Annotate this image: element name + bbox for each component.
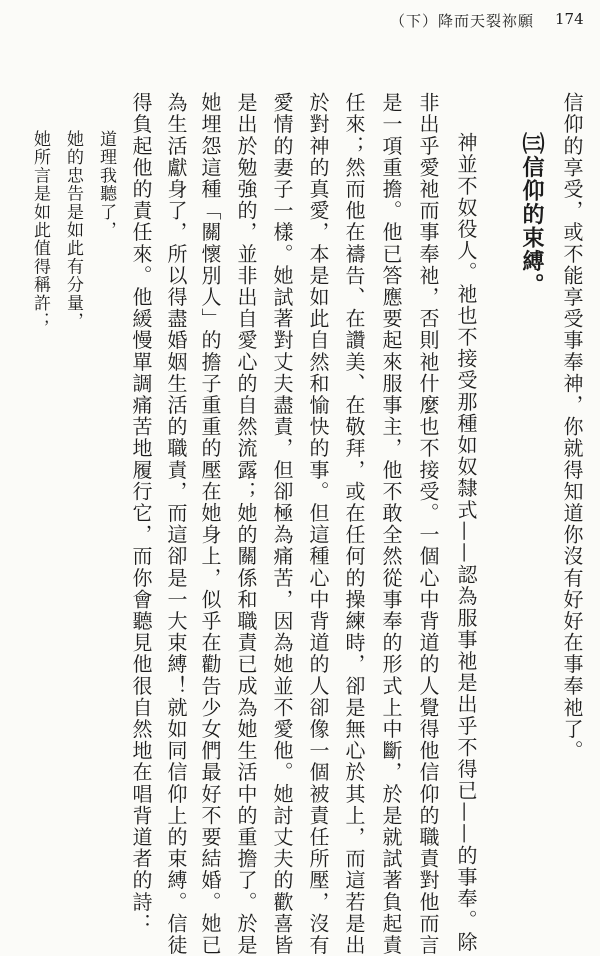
text-column: 她埋怨這種「關懷別人」的擔子重重的壓在她身上，似乎在勸告少女們最好不要結婚。她已: [198, 92, 222, 956]
text-column: 是一項重擔。他已答應要起來服事主，他不敢全然從事奉的形式上中斷，於是就試著負起責: [379, 92, 403, 956]
text-column: 於對神的真愛，本是如此自然和愉快的事。但這種心中背道的人卻像一個被責任所壓，沒有: [306, 92, 330, 956]
page-number: 174: [555, 10, 584, 28]
text-column: 得負起他的責任來。他緩慢單調痛苦地履行它，而你會聽見他很自然地在唱背道者的詩：: [129, 92, 153, 935]
text-column: 為生活獻身了，所以得盡婚姻生活的職責，而這卻是一大束縛！就如同信仰上的束縛。信徒: [164, 92, 188, 956]
poem-line: 她所言是如此值得稱許；: [30, 130, 50, 331]
text-column: 愛情的妻子一樣。她試著對丈夫盡責，但卻極為痛苦，因為她並不愛他。她討丈夫的歡喜皆: [270, 92, 294, 956]
section-heading: ㈢信仰的束縛。: [519, 132, 545, 297]
text-column: 神並不奴役人。祂也不接受那種如奴隸式——認為服事祂是出乎不得已——的事奉。除: [454, 132, 478, 953]
text-column: 任來；然而他在禱告、在讚美、在敬拜，或在任何的操練時，卻是無心於其上，而這若是出: [342, 92, 366, 956]
chapter-title: （下）降而天裂祢願: [390, 12, 535, 30]
text-column: 信仰的享受，或不能享受事奉神，你就得知道你沒有好好在事奉祂了。: [560, 92, 584, 762]
poem-line: 道理我聽了，: [96, 130, 116, 240]
text-column: 是出於勉強的，並非出自愛心的自然流露；她的關係和職責已成為她生活中的重擔了。於是: [234, 92, 258, 956]
text-column: 非出乎愛祂而事奉祂，否則祂什麼也不接受。一個心中背道的人覺得他信仰的職責對他而言: [416, 92, 440, 956]
poem-line: 她的忠告是如此有分量，: [63, 130, 83, 331]
